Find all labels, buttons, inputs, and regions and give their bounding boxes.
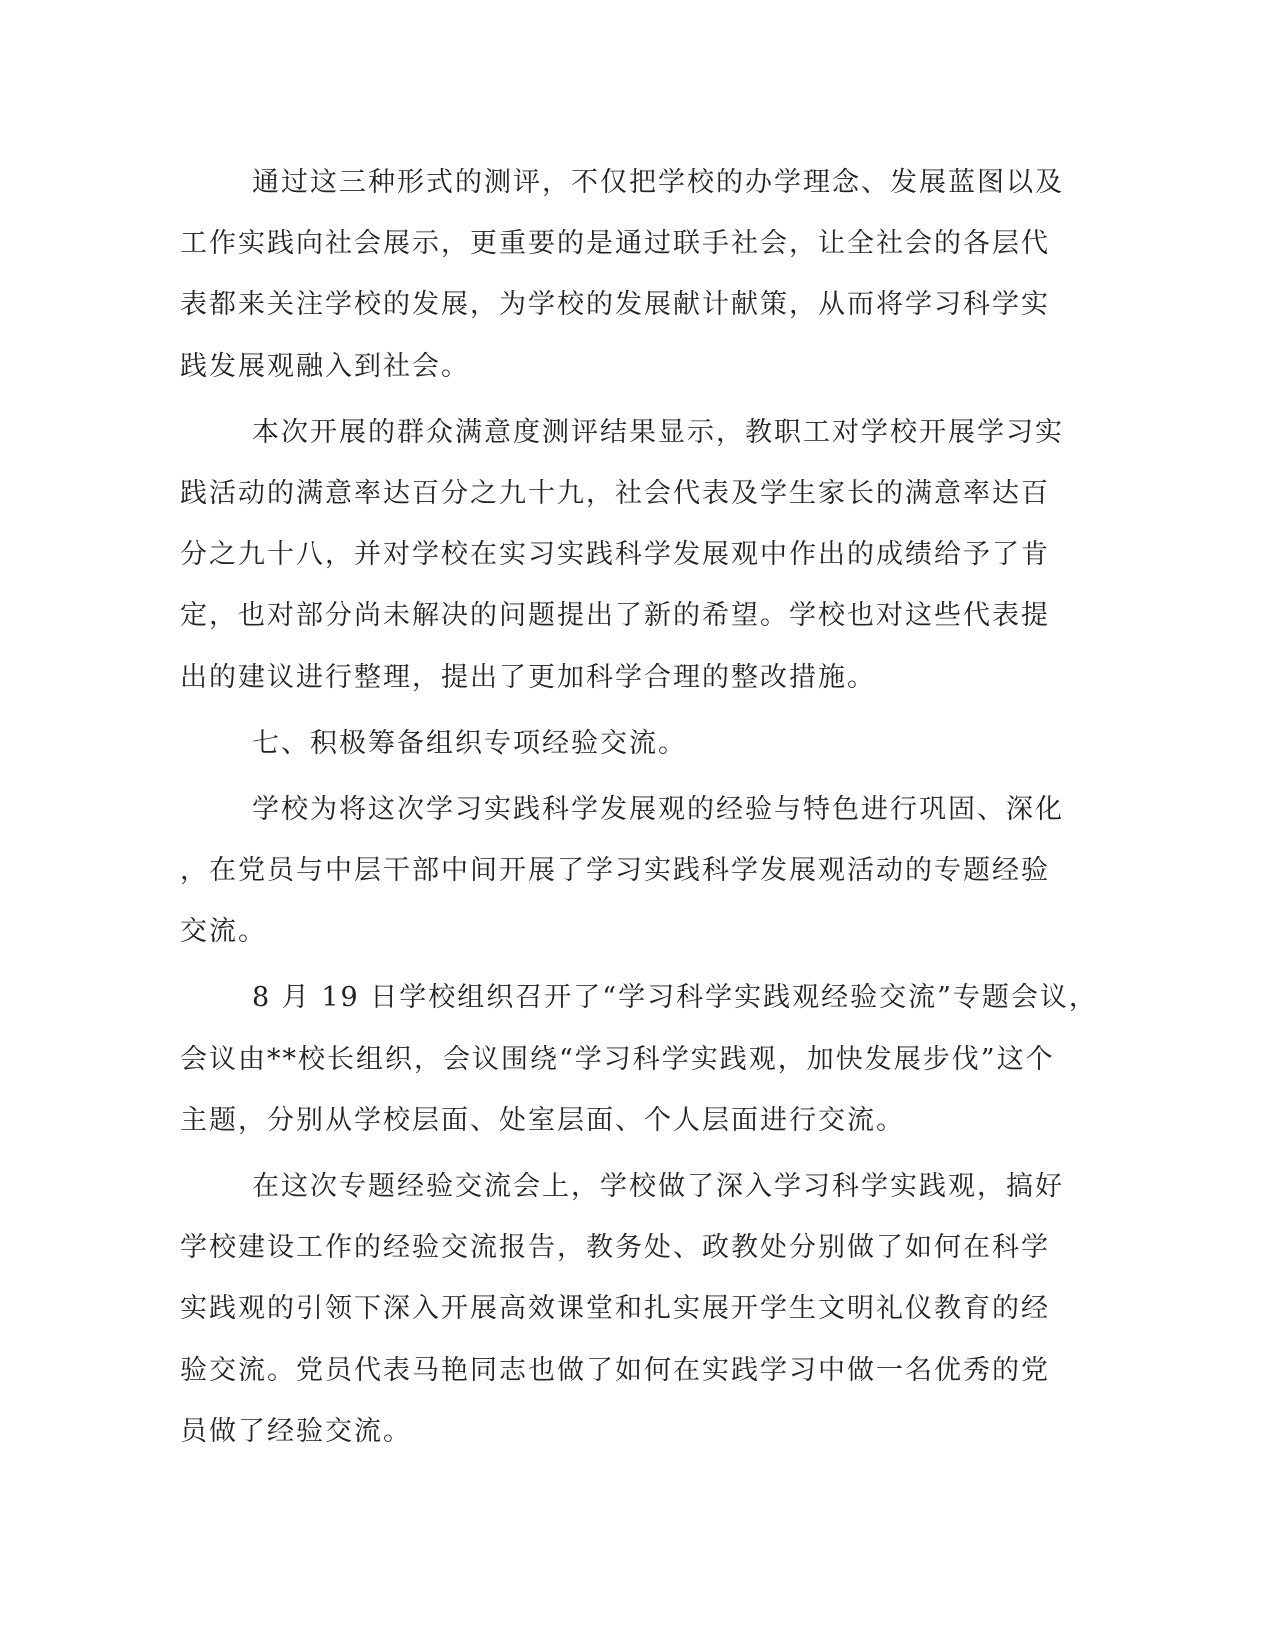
text-line: 员做了经验交流。 xyxy=(180,1415,412,1447)
text-line: 践活动的满意率达百分之九十九，社会代表及学生家长的满意率达百 xyxy=(180,477,1050,509)
text-line: 实践观的引领下深入开展高效课堂和扎实展开学生文明礼仪教育的经 xyxy=(180,1293,1050,1325)
document-body xyxy=(180,152,1098,1462)
text-line: 学校为将这次学习实践科学发展观的经验与特色进行巩固、深化 xyxy=(252,793,1064,825)
paragraph xyxy=(180,779,1064,963)
paragraph xyxy=(180,967,1098,1151)
text-line: 定，也对部分尚未解决的问题提出了新的希望。学校也对这些代表提 xyxy=(180,600,1050,632)
paragraph xyxy=(180,152,1064,397)
text-line: 8 月 19 日学校组织召开了“学习科学实践观经验交流”专题会议， xyxy=(252,982,1098,1014)
text-line: 出的建议进行整理，提出了更加科学合理的整改措施。 xyxy=(180,661,876,693)
text-line: 主题，分别从学校层面、处室层面、个人层面进行交流。 xyxy=(180,1104,905,1136)
text-line: 学校建设工作的经验交流报告，教务处、政教处分别做了如何在科学 xyxy=(180,1232,1050,1264)
text-line: 交流。 xyxy=(180,916,267,948)
text-line: 分之九十八，并对学校在实习实践科学发展观中作出的成绩给予了肯 xyxy=(180,539,1050,571)
text-line: ，在党员与中层干部中间开展了学习实践科学发展观活动的专题经验 xyxy=(180,855,1050,887)
text-line: 验交流。党员代表马艳同志也做了如何在实践学习中做一名优秀的党 xyxy=(180,1354,1050,1386)
paragraph xyxy=(180,1156,1064,1462)
text-line: 通过这三种形式的测评，不仅把学校的办学理念、发展蓝图以及 xyxy=(252,167,1064,198)
paragraph xyxy=(180,402,1064,708)
section-heading xyxy=(180,713,1040,774)
text-line: 工作实践向社会展示，更重要的是通过联手社会，让全社会的各层代 xyxy=(180,228,1050,260)
text-line: 在这次专题经验交流会上，学校做了深入学习科学实践观，搞好 xyxy=(252,1171,1064,1202)
text-line: 会议由**校长组织，会议围绕“学习科学实践观，加快发展步伐”这个 xyxy=(180,1043,1055,1075)
text-line: 践发展观融入到社会。 xyxy=(180,350,470,382)
heading-line: 七、积极筹备组织专项经验交流。 xyxy=(252,727,687,759)
text-line: 本次开展的群众满意度测评结果显示，教职工对学校开展学习实 xyxy=(252,416,1064,448)
text-line: 表都来关注学校的发展，为学校的发展献计献策，从而将学习科学实 xyxy=(180,289,1050,321)
